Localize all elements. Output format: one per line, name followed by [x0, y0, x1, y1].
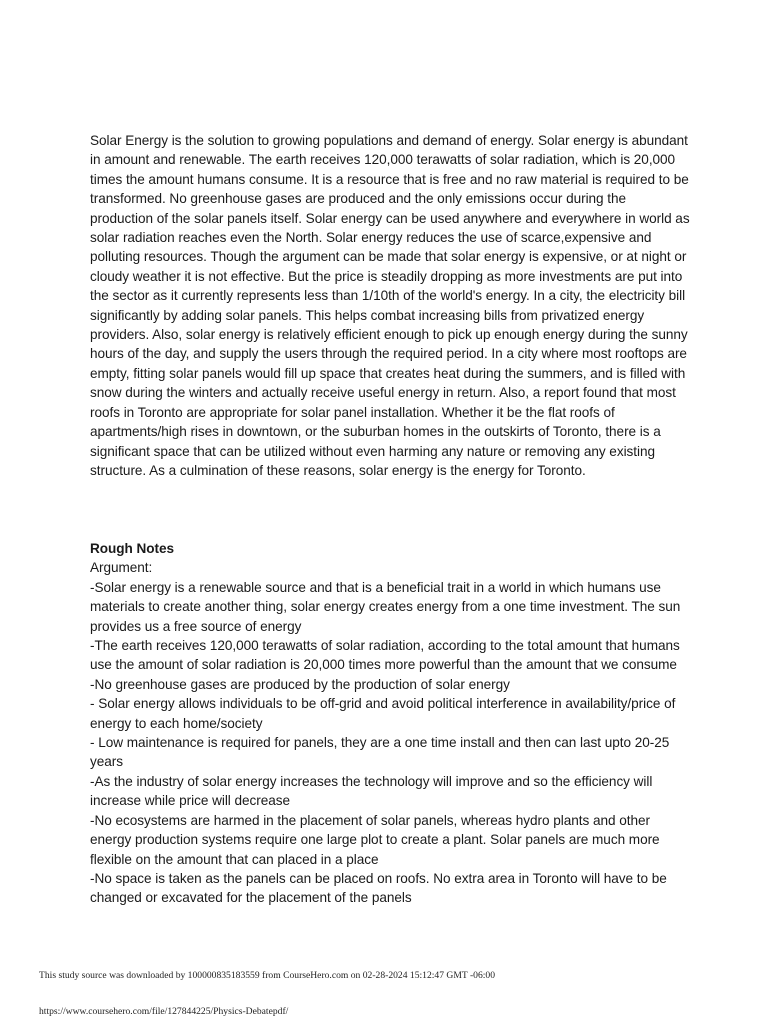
list-item: -The earth receives 120,000 terawatts of solar radiation, according to the total amount that humans use the amount of solar radiation is 20,000 times more powerful than the amount that we consume — [90, 638, 680, 673]
essay-paragraph: Solar Energy is the solution to growing populations and demand of energy. Solar energy is abundant in amount and renewable. The earth receives 120,000 terawatts of solar radiation, which is 20,000 times the amount humans consume. It is a resource that is free and no raw material is required to be transformed. No greenhouse gases are produced and the only emissions occur during the production of the solar panels itself. Solar energy can be used anywhere and everywhere in world as solar radiation reaches even the North. Solar energy reduces the use of scarce,expensive and polluting resources. Though the argument can be made that solar energy is expensive, or at night or cloudy weather it is not effective. But the price is steadily dropping as more investments are put into the sector as it currently represents less than 1/10th of the world's energy. In a city, the electricity bill significantly by adding solar panels. This helps combat increasing bills from privatized energy providers. Also, solar energy is relatively efficient enough to pick up enough energy during the sunny hours of the day, and supply the users through the required period. In a city where most rooftops are empty, fitting solar panels would fill up space that creates heat during the summers, and is filled with snow during the winters and actually receive useful energy in return. Also, a report found that most roofs in Toronto are appropriate for solar panel installation. Whether it be the flat roofs of apartments/high rises in downtown, or the suburban homes in the outskirts of Toronto, there is a significant space that can be utilized without even harming any nature or removing any existing structure. As a culmination of these reasons, solar energy is the energy for Toronto. — [90, 133, 690, 478]
rough-notes-section — [90, 539, 690, 908]
list-item: -No greenhouse gases are produced by the production of solar energy — [90, 676, 510, 692]
list-item: - Solar energy allows individuals to be off-grid and avoid political interference in availability/price of energy to each home/society — [90, 696, 676, 731]
source-url[interactable]: https://www.coursehero.com/file/127844225/Physics-Debatepdf/ — [39, 1006, 289, 1017]
list-item: -As the industry of solar energy increases the technology will improve and so the efficiency will increase while price will decrease — [90, 773, 653, 809]
list-item: - Low maintenance is required for panels, they are a one time install and then can last upto 20-25 years — [90, 735, 670, 770]
argument-label: Argument: — [90, 560, 153, 576]
list-item: -No space is taken as the panels can be placed on roofs. No extra area in Toronto will have to be changed or excavated for the placement of the panels — [90, 870, 667, 906]
download-notice: This study source was downloaded by 100000835183559 from CourseHero.com on 02-28-2024 15:12:47 GMT -06:00 — [39, 970, 496, 981]
list-item: -Solar energy is a renewable source and that is a beneficial trait in a world in which humans use materials to create another thing, solar energy creates energy from a one time investment. The sun provides us a free source of energy — [90, 579, 681, 634]
rough-notes-heading: Rough Notes — [90, 541, 175, 556]
list-item: -No ecosystems are harmed in the placement of solar panels, whereas hydro plants and other energy production systems require one large plot to create a plant. Solar panels are much more flexible on the amount that can placed in a place — [90, 812, 660, 867]
argument-list — [90, 578, 690, 908]
